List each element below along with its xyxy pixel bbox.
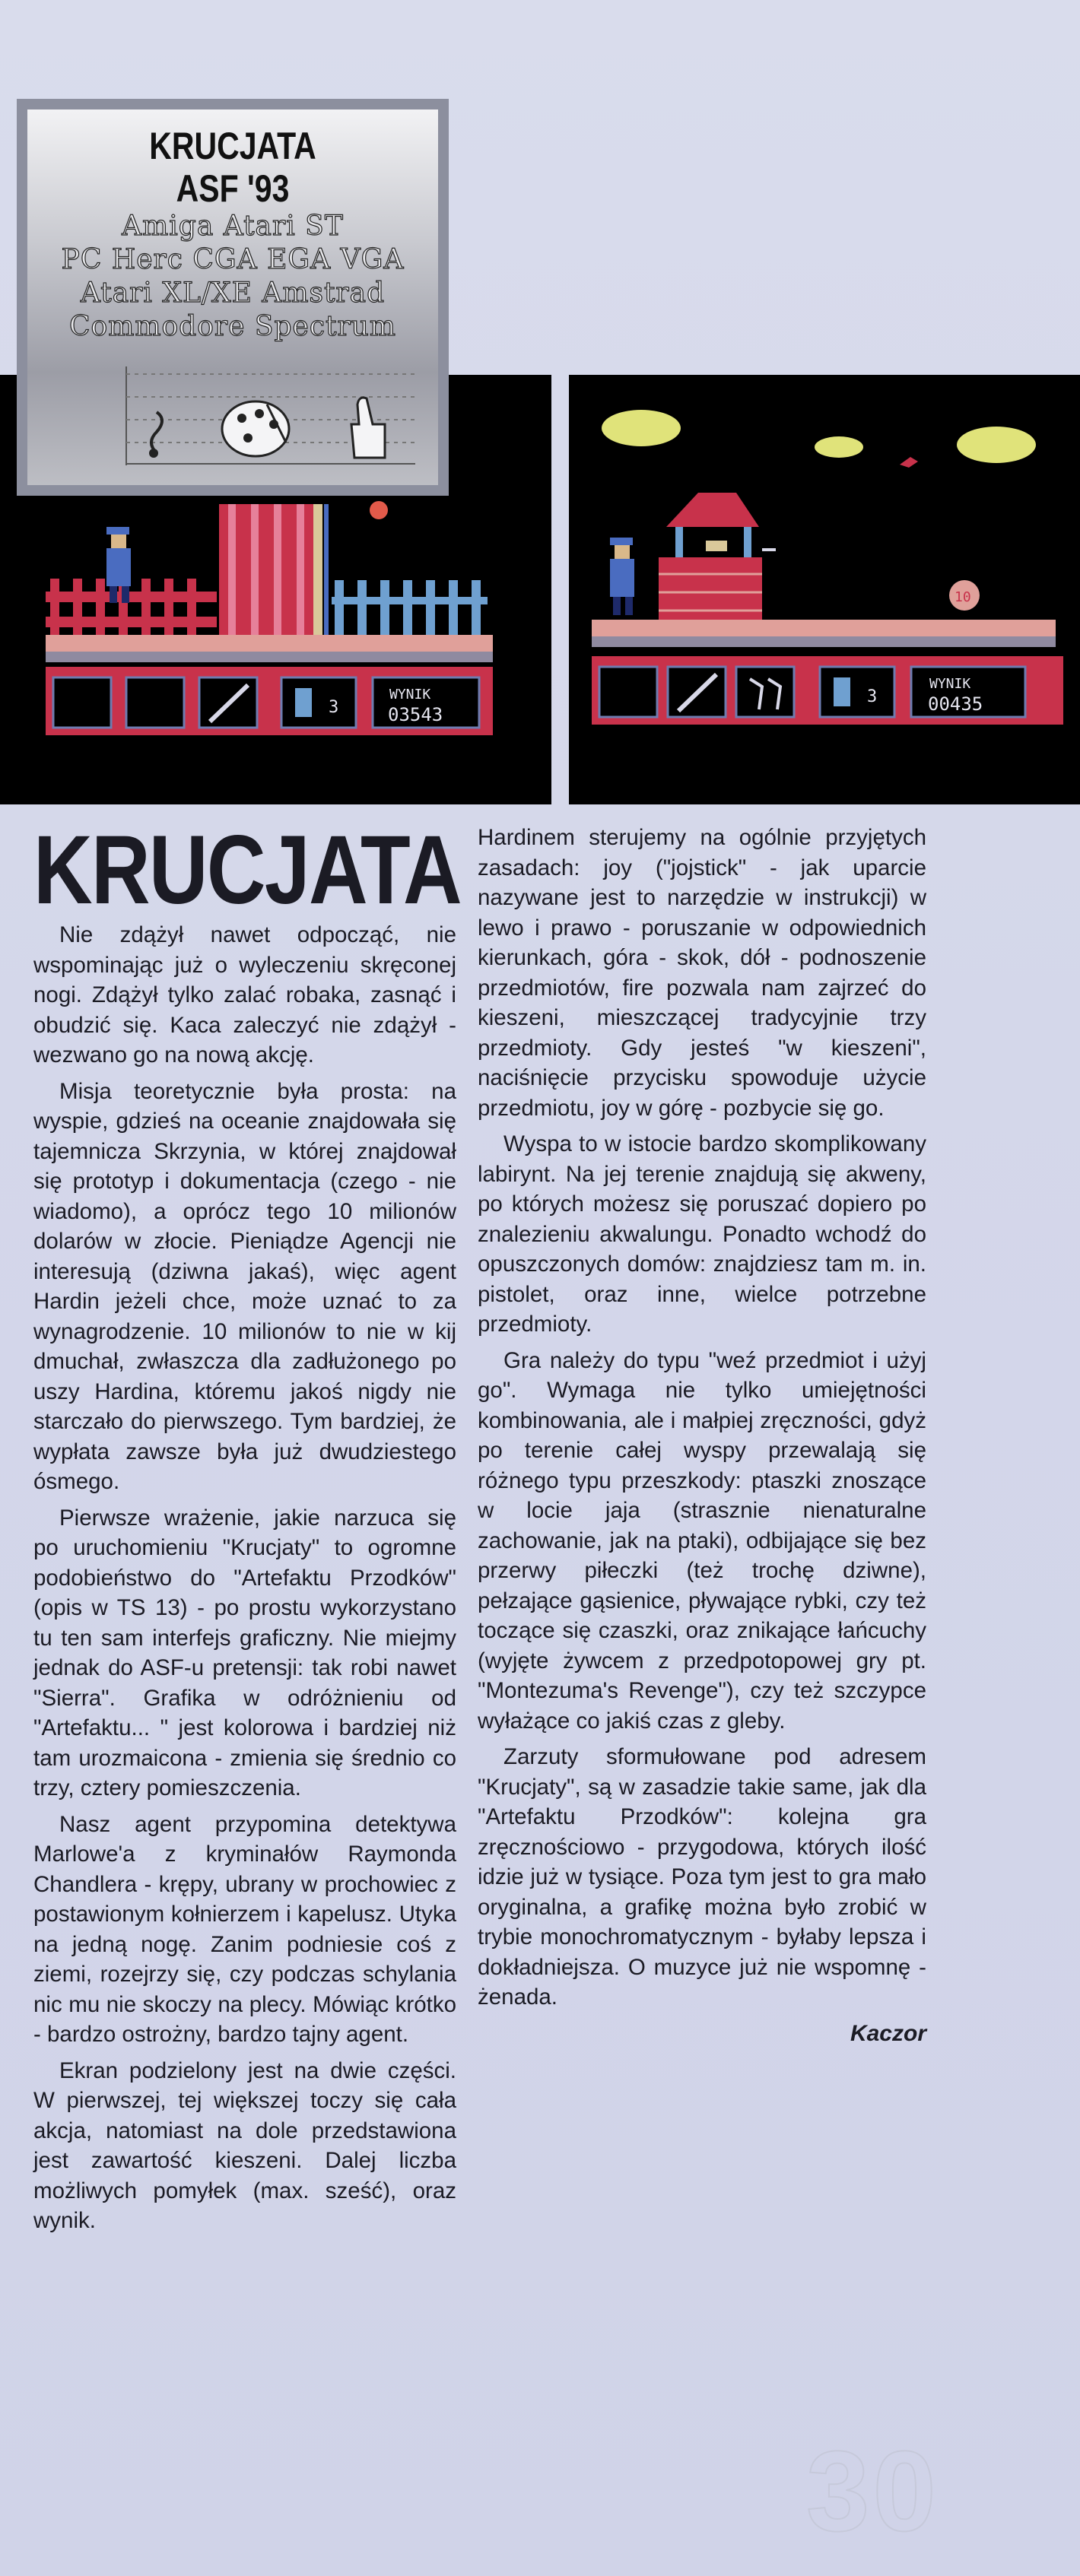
paragraph: Pierwsze wrażenie, jakie narzuca się po uruchomieniu "Krucjaty" to ogromne podobieństwo do "Artefaktu Przodków" (opis w TS 13) - po prostu wykorzystano tu ten sam interfejs graficzny. Nie miejmy jednak do ASF-u pretensji: tak robi nawet "Sierra". Grafika w odróżnieniu od "Artefaktu... " jest kolorowa i bardziej niż tam urozmaicona - zmienia się średnio co trzy, cztery pomieszczenia. <box>33 1505 456 1800</box>
ground <box>592 620 1056 636</box>
paragraph: Wyspa to w istocie bardzo skomplikowany labirynt. Na jej terenie znajdują się akweny, po których możesz się poruszać dopiero po znalezieniu akwalungu. Ponadto wchodź do opuszczonych domów: znajdziesz tam m. in. pistolet, oraz inne, wielce potrzebne przedmioty. <box>478 1131 926 1337</box>
platform-line-1: Amiga Atari ST <box>122 211 344 242</box>
article-author: Kaczor <box>850 2020 926 2046</box>
paragraph: Ekran podzielony jest na dwie części. W pierwszej, tej większej toczy się cała akcja, natomiast na dole przedstawiona jest zawartość kieszeni. Dalej liczba możliwych pomyłek (max. sześć), oraz wynik. <box>33 2057 456 2233</box>
cloud-1 <box>602 410 681 446</box>
score-label: WYNIK <box>389 687 431 703</box>
platform-line-2: PC Herc CGA EGA VGA <box>61 244 405 275</box>
paragraph: Nasz agent przypomina detektywa Marlowe'a z kryminałów Raymonda Chandlera - krępy, ubrany w prochowiec z postawionym kołnierzem i kapelusz. Utyka na jedną nogę. Zanim podniesie coś z ziemi, rozejrzy się, czy podczas schylania nic mu nie skoczy na plecy. Mówiąc krótko - bardzo ostrożny, bardzo tajny agent. <box>33 1811 456 2047</box>
article-column-right <box>478 823 926 2048</box>
lantern-icon <box>834 677 850 706</box>
game-scene-right <box>569 375 1080 804</box>
info-title: KRUCJATA <box>149 125 316 167</box>
lantern-icon <box>295 688 312 717</box>
game-screenshot-right <box>569 375 1080 804</box>
pocket-slot-1 <box>599 667 657 717</box>
paragraph: Nie zdążył nawet odpocząć, nie wspominając już o wyleczeniu skręconej nogi. Zdążył tylko zalać robaka, zasnąć i obudzić się. Kaca zaleczyć nie zdążył - wezwano go na nową akcję. <box>33 922 456 1068</box>
score-value: 00435 <box>928 693 983 715</box>
paragraph: Hardinem sterujemy na ogólnie przyjętych zasadach: joy ("jojstick" - jak uparcie nazywane jest to narzędzie w instrukcji) w lewo i prawo - poruszanie w odpowiednich kierunkach, góra - skok, dół - podnoszenie przedmiotów, fire pozwala nam zajrzeć do kieszeni, mieszczącej tradycyjnie trzy przedmioty. Gdy jesteś "w kieszeni", naciśnięcie przycisku spowoduje użycie przedmiotu, joy w górę - pozbycie się go. <box>478 825 926 1121</box>
lives-count: 3 <box>867 687 878 706</box>
page-number: 30 <box>806 2427 939 2555</box>
cloud-2 <box>815 436 863 458</box>
game-info-box <box>17 99 449 496</box>
paragraph: Misja teoretycznie była prosta: na wyspie, gdzieś na oceanie znajdowała się tajemnicza Skrzynia, w której znajdował się prototyp i dokumentacja (czego - nie wiadomo), a oprócz tego 10 milionów dolarów w złocie. Pieniądze Agencji nie interesują (dziwna jakaś), więc agent Hardin jeżeli chce, może uznać to za wynagrodzenie. 10 milionów to nie w kij dmuchał, zwłaszcza dla zadłużonego po uszy Hardina, któremu jakoś nigdy nie starczało do pierwszego. Tym bardziej, że wypłata zawsze była już dwudziestego ósmego. <box>33 1078 456 1494</box>
pocket-slot-1 <box>53 677 111 728</box>
pocket-slot-2 <box>126 677 184 728</box>
platform-line-4: Commodore Spectrum <box>68 311 396 342</box>
score-label: WYNIK <box>929 676 971 692</box>
game-info-panel <box>27 109 438 485</box>
graphics-palette-icon <box>222 401 289 456</box>
rating-scale <box>103 359 423 473</box>
ground <box>46 635 493 652</box>
lives-count: 3 <box>329 698 339 717</box>
pocket-slot-3 <box>736 667 794 717</box>
paragraph: Gra należy do typu "weź przedmiot i użyj go". Wymaga nie tylko umiejętności kombinowania, ale i małpiej zręczności, gdyż po terenie całej wyspy przewalają się różnego typu przeszkody: ptaszki znoszące w locie jaja (strasznie nienaturalne zachowanie, jak na ptaki), odbijające się bez przerwy piłeczki (też trochę dziwne), pełzające gąsienice, pływające rybki, czy też toczące się czaszki, oraz znikające łańcuchy (wyjęte żywcem z przedpotopowej gry pt. "Montezuma's Revenge"), czy też szczypce wyłażące co jakiś czas z gleby. <box>478 1347 926 1734</box>
lives-box <box>281 677 356 728</box>
lives-box <box>820 667 894 717</box>
score-value: 03543 <box>388 704 443 725</box>
sign-number: 10 <box>955 589 971 605</box>
platform-line-3: Atari XL/XE Amstrad <box>80 278 386 309</box>
article-headline: KRUCJATA <box>33 816 461 925</box>
article-column-left <box>33 920 456 2242</box>
cloud-3 <box>957 427 1036 463</box>
paragraph: Zarzuty sformułowane pod adresem "Krucjaty", są w zasadzie takie same, jak dla "Artefaktu Przodków": kolejna gra zręcznościowo - przygodowa, których ilość idzie już w tysiące. Poza tym jest to gra mało oryginalna, a grafikę można było zrobić w trybie monochromatycznym - byłaby lepsza i dokładniejsza. O muzyce już nie wspomnę - żenada. <box>478 1744 926 2010</box>
thumbs-up-icon <box>351 398 385 458</box>
info-publisher-year: ASF '93 <box>176 167 290 210</box>
